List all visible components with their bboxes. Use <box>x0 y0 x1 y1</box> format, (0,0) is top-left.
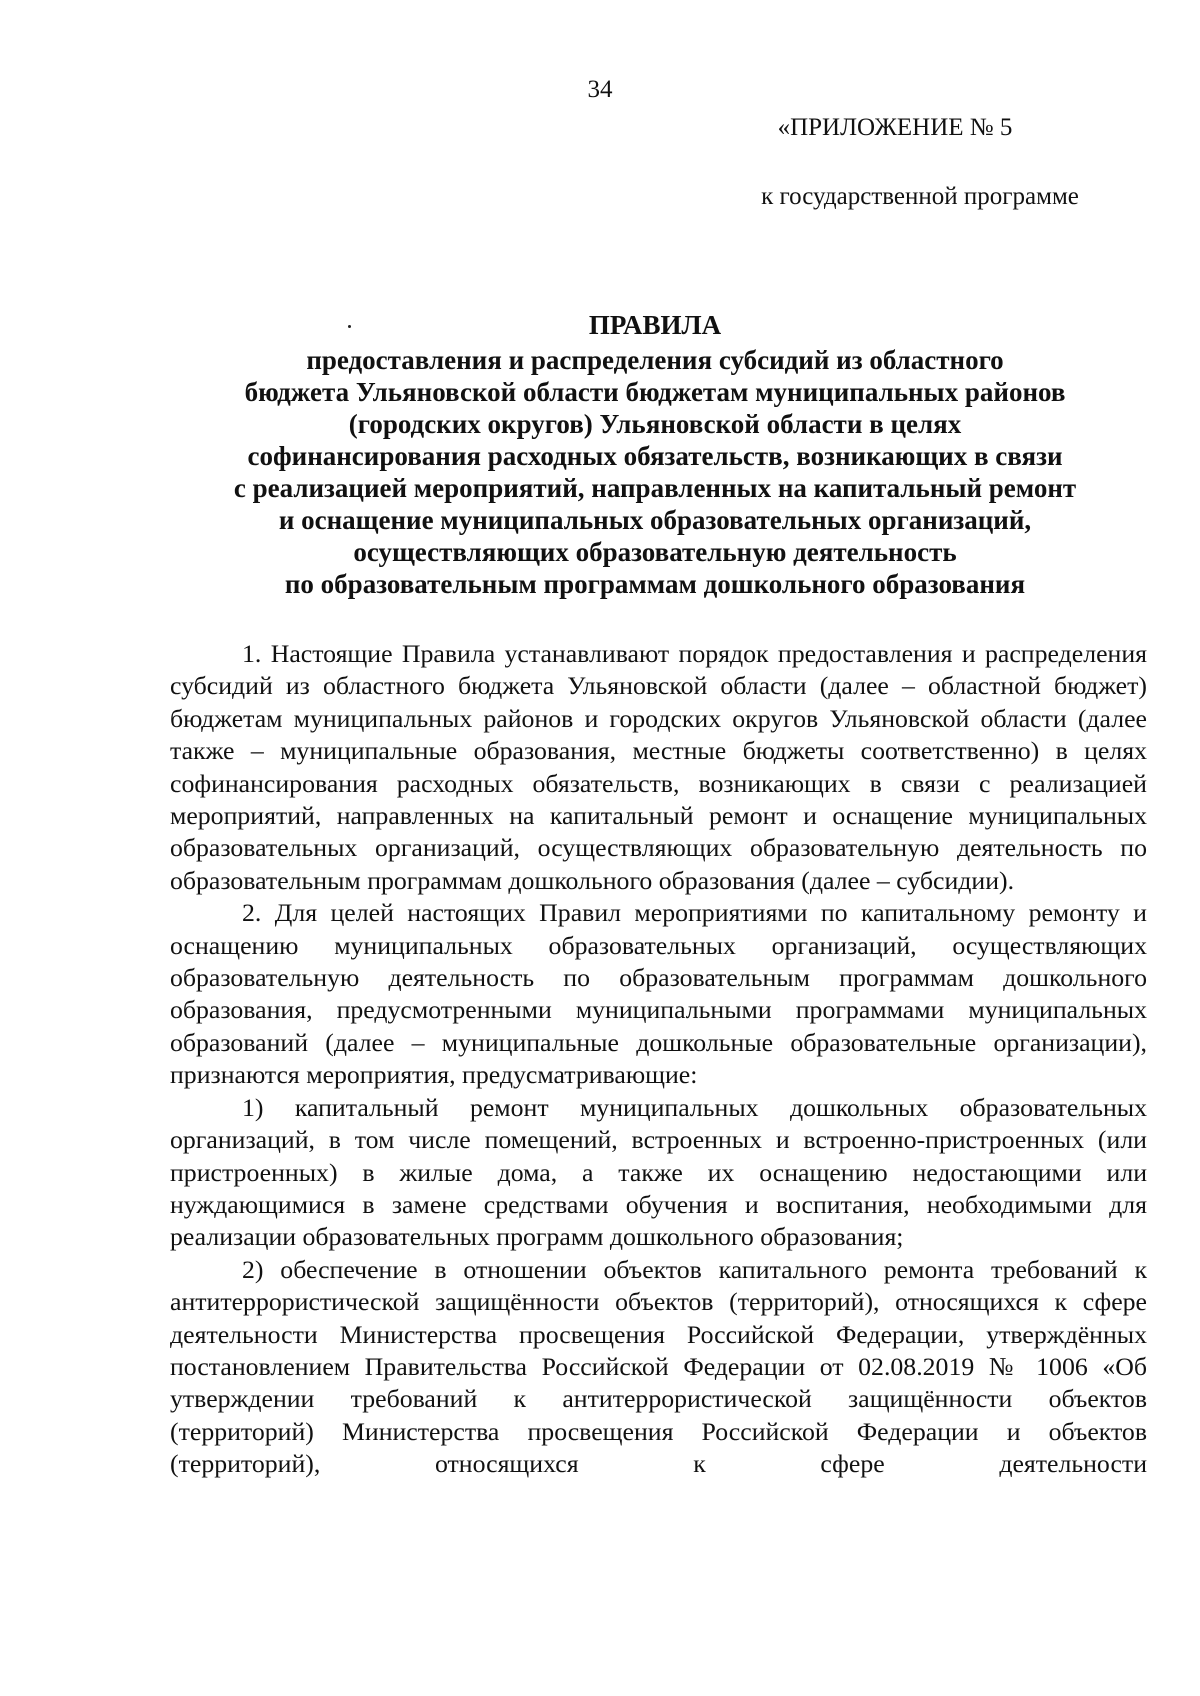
paragraph-2: 2. Для целей настоящих Правил мероприятиями по капитальному ремонту и оснащению муниципальных образовательных организаций, осуществляющих образовательную деятельность по образовательным программам дошкольного образования, предусмотренными муниципальными программами муниципальных образований (далее – муниципальные дошкольные образовательные организации), признаются мероприятия, предусматривающие: <box>170 898 1147 1090</box>
paragraph-2-item-2: 2) обеспечение в отношении объектов капитального ремонта требований к антитеррористической защищённости объектов (территорий), относящихся к сфере деятельности Министерства просвещения Российской Федерации, утверждённых постановлением Правительства Российской Федерации от 02.08.2019 № 1006 «Об утверждении требований к антитеррористической защищённости объектов (территорий) Министерства просвещения Российской Федерации и объектов (территорий), относящихся к сфере деятельности <box>170 1254 1147 1479</box>
document-body <box>170 638 1147 1481</box>
rules-subtitle-line: осуществляющих образовательную деятельность <box>353 537 957 567</box>
rules-subtitle-line: и оснащение муниципальных образовательных организаций, <box>278 505 1032 535</box>
rules-subtitle-line: предоставления и распределения субсидий из областного <box>306 345 1004 375</box>
appendix-subtitle: к государственной программе <box>761 183 1079 210</box>
paragraph-1: 1. Настоящие Правила устанавливают порядок предоставления и распределения субсидий из областного бюджета Ульяновской области (далее – областной бюджет) бюджетам муниципальных районов и городских округов Ульяновской области (далее также – муниципальные образования, местные бюджеты соответственно) в целях софинансирования расходных обязательств, возникающих в связи с реализацией мероприятий, направленных на капитальный ремонт и оснащение муниципальных образовательных организаций, осуществляющих образовательную деятельность по образовательным программам дошкольного образования (далее – субсидии). <box>170 639 1147 895</box>
paragraph-2-item-1: 1) капитальный ремонт муниципальных дошкольных образовательных организаций, в том числе помещений, встроенных и встроенно-пристроенных (или пристроенных) в жилые дома, а также их оснащению недостающими или нуждающимися в замене средствами обучения и воспитания, необходимыми для реализации образовательных программ дошкольного образования; <box>170 1092 1147 1252</box>
rules-subtitle-line: с реализацией мероприятий, направленных на капитальный ремонт <box>233 473 1077 503</box>
rules-subtitle-line: софинансирования расходных обязательств, возникающих в связи <box>247 441 1063 471</box>
page-number: 34 <box>587 76 613 103</box>
appendix-title: «ПРИЛОЖЕНИЕ № 5 <box>777 114 1013 141</box>
rules-title: ПРАВИЛА <box>588 310 722 340</box>
rules-subtitle-line: (городских округов) Ульяновской области в целях <box>348 409 962 439</box>
rules-subtitle-line: бюджета Ульяновской области бюджетам муниципальных районов <box>244 377 1066 407</box>
rules-heading <box>170 309 1140 600</box>
rules-subtitle-line: по образовательным программам дошкольного образования <box>284 569 1026 599</box>
